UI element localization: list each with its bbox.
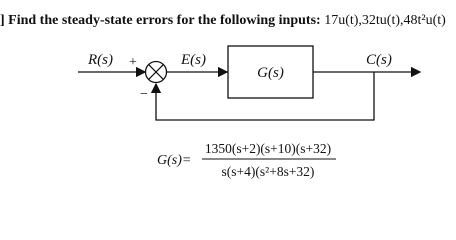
error-label: E(s) xyxy=(181,52,206,68)
summing-junction xyxy=(146,62,167,83)
equation-denominator: s(s+4)(s²+8s+32) xyxy=(221,164,315,179)
question-text: Find the steady-state errors for the following inputs: xyxy=(8,13,321,28)
minus-sign: − xyxy=(140,87,148,102)
question-inputs: 17u(t),32tu(t),48t²u(t) xyxy=(324,13,446,28)
equation-lhs: G(s)= xyxy=(157,153,192,168)
output-label: C(s) xyxy=(366,52,392,68)
plus-sign: + xyxy=(129,55,137,70)
question-marker: ] xyxy=(0,13,5,28)
equation-numerator: 1350(s+2)(s+10)(s+32) xyxy=(204,141,332,156)
transfer-function-equation xyxy=(157,141,336,179)
input-label: R(s) xyxy=(88,52,113,68)
plant-block-label: G(s) xyxy=(257,65,284,81)
